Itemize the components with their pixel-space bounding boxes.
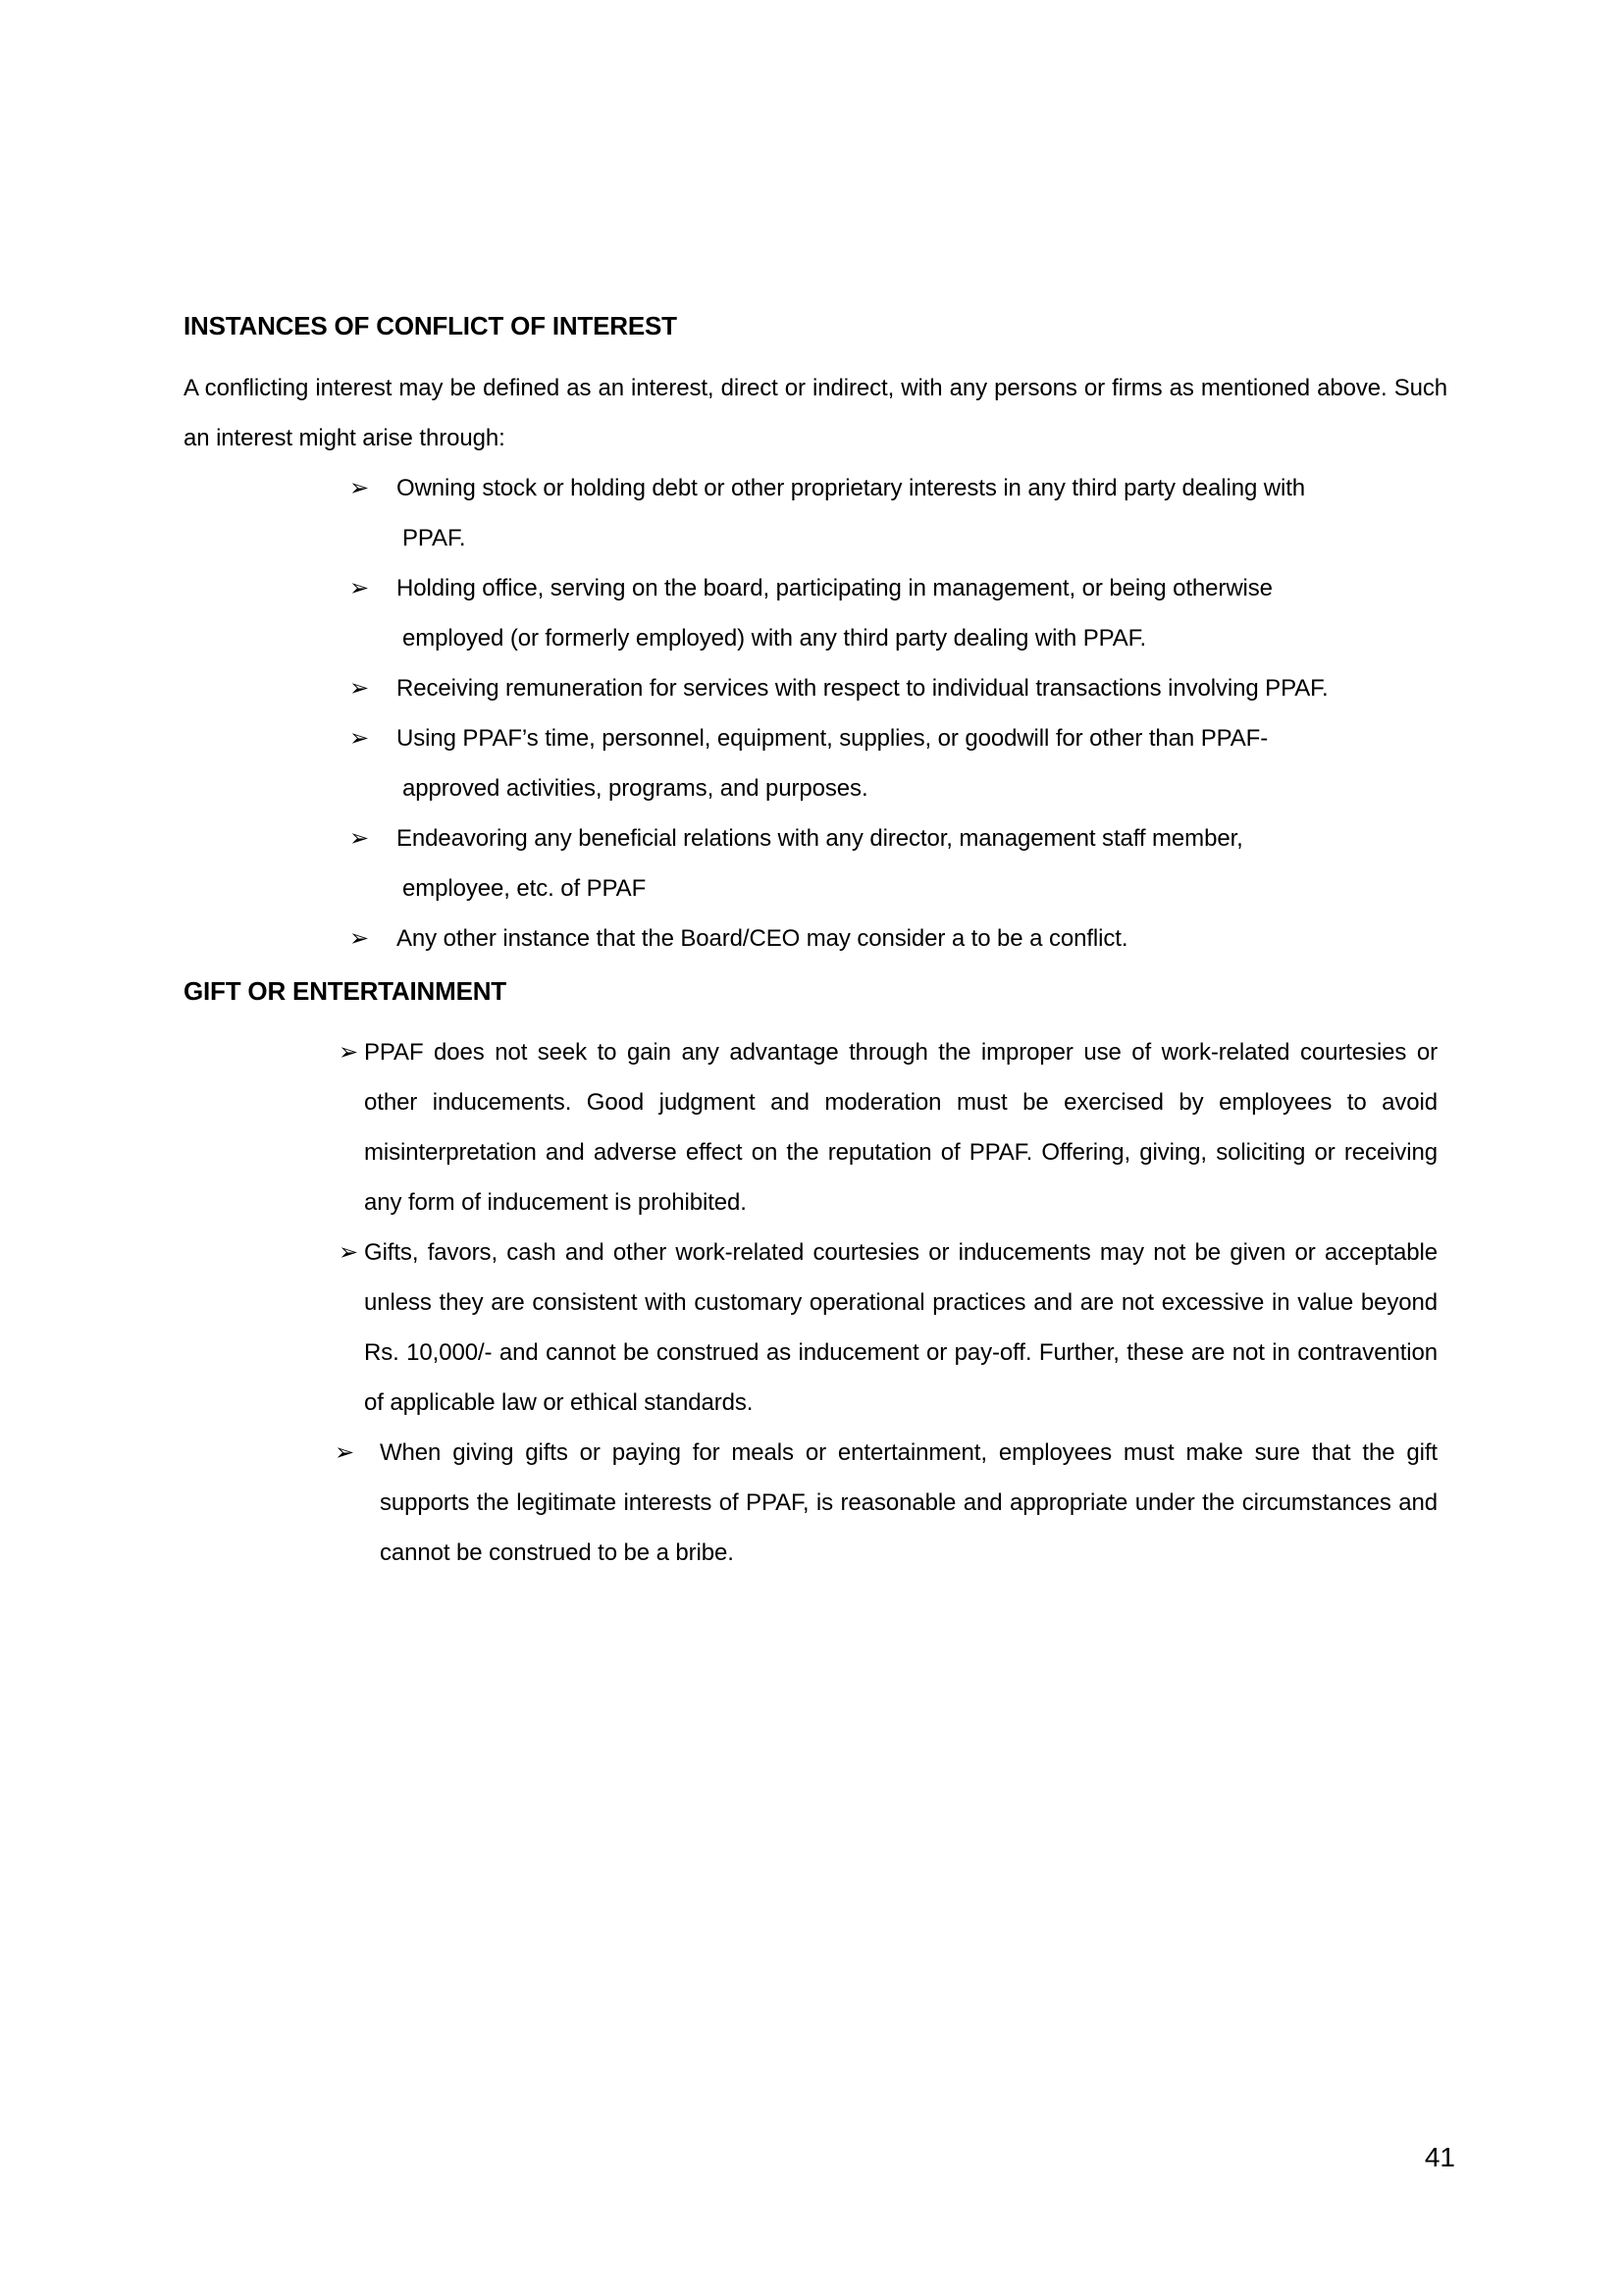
arrow-bullet-icon: ➢	[339, 1239, 359, 1266]
arrow-bullet-icon: ➢	[339, 1039, 359, 1066]
list-item	[339, 1027, 1438, 1227]
list-item-text: Receiving remuneration for services with respect to individual transactions involving PPAF.	[396, 675, 1329, 702]
list-item	[335, 1428, 1438, 1578]
list-item-text: Endeavoring any beneficial relations with any director, management staff member,	[396, 825, 1243, 852]
list-item-text-continued: employee, etc. of PPAF	[402, 875, 647, 902]
list-item	[349, 463, 1409, 563]
conflict-instances-list	[349, 463, 1409, 964]
section-intro-paragraph: A conflicting interest may be defined as an interest, direct or indirect, with any persons or firms as mentioned above. Such an interest might arise through:	[183, 375, 1447, 451]
section-heading-gift-or-entertainment: GIFT OR ENTERTAINMENT	[183, 976, 506, 1006]
list-item	[349, 713, 1409, 813]
arrow-bullet-icon: ➢	[349, 475, 370, 501]
list-item-text-continued: approved activities, programs, and purposes.	[402, 775, 868, 802]
list-item-text: Any other instance that the Board/CEO may consider a to be a conflict.	[396, 925, 1128, 952]
section-heading-conflict-of-interest: INSTANCES OF CONFLICT OF INTEREST	[183, 311, 677, 340]
arrow-bullet-icon: ➢	[349, 925, 370, 952]
arrow-bullet-icon: ➢	[349, 575, 370, 601]
arrow-bullet-icon: ➢	[349, 825, 370, 852]
arrow-bullet-icon: ➢	[349, 675, 370, 702]
list-item-text-continued: employed (or formerly employed) with any third party dealing with PPAF.	[402, 625, 1147, 652]
list-item	[349, 913, 1409, 964]
list-item	[349, 563, 1409, 663]
list-item	[349, 663, 1409, 713]
arrow-bullet-icon: ➢	[335, 1439, 355, 1466]
list-item-text: Owning stock or holding debt or other proprietary interests in any third party dealing with	[396, 475, 1306, 501]
gift-entertainment-list	[335, 1027, 1438, 1578]
list-item-text: PPAF does not seek to gain any advantage through the improper use of work-related courtesies or other inducements. Good judgment and moderation must be exercised by employees to avoid misinterpretation and adverse effect on the reputation of PPAF. Offering, giving, soliciting or receiving any form of inducement is prohibited.	[364, 1039, 1438, 1216]
list-item-text: Gifts, favors, cash and other work-related courtesies or inducements may not be given or acceptable unless they are consistent with customary operational practices and are not excessive in value beyond Rs. 10,000/- and cannot be construed as inducement or pay-off. Further, these are not in contravention of applicable law or ethical standards.	[364, 1239, 1438, 1416]
page-number: 41	[1424, 2142, 1455, 2172]
list-item	[339, 1227, 1438, 1428]
list-item-text-continued: PPAF.	[402, 525, 466, 551]
list-item-text: Using PPAF’s time, personnel, equipment, supplies, or goodwill for other than PPAF-	[396, 725, 1269, 752]
list-item	[349, 813, 1409, 913]
list-item-text: When giving gifts or paying for meals or entertainment, employees must make sure that the gift supports the legitimate interests of PPAF, is reasonable and appropriate under the circumstances and cannot be construed to be a bribe.	[380, 1439, 1438, 1566]
arrow-bullet-icon: ➢	[349, 725, 370, 752]
list-item-text: Holding office, serving on the board, participating in management, or being otherwise	[396, 575, 1273, 601]
